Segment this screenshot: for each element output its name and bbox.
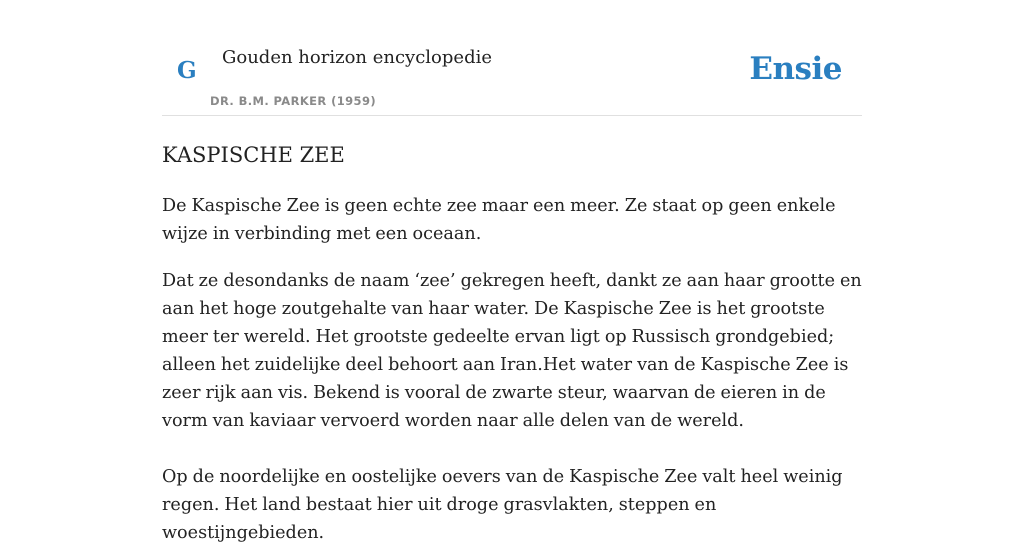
content-container bbox=[162, 0, 862, 543]
book-logo-icon[interactable]: G bbox=[177, 57, 197, 84]
ensie-logo[interactable]: Ensie bbox=[749, 51, 842, 87]
header bbox=[162, 0, 862, 116]
article-paragraph: Dat ze desondanks de naam ‘zee’ gekregen heeft, dankt ze aan haar grootte en aan het hoge zoutgehalte van haar water. De Kaspische Zee is het grootste meer ter wereld. Het grootste gedeelte ervan ligt op Russisch grondgebied; alleen het zuidelijke deel behoort aan Iran.Het water van de Kaspische Zee is zeer rijk aan vis. Bekend is vooral de zwarte steur, waarvan de eieren in de vorm van kaviaar vervoerd worden naar alle delen van de wereld. bbox=[162, 271, 862, 431]
book-title-link[interactable]: Gouden horizon encyclopedie bbox=[222, 47, 492, 68]
book-author: DR. B.M. PARKER (1959) bbox=[210, 94, 377, 108]
article-body bbox=[162, 192, 862, 547]
article-paragraph: De Kaspische Zee is geen echte zee maar een meer. Ze staat op geen enkele wijze in verbinding met een oceaan. bbox=[162, 196, 836, 244]
article-paragraph: Op de noordelijke en oostelijke oevers van de Kaspische Zee valt heel weinig regen. Het land bestaat hier uit droge grasvlakten, steppen en woestijngebieden. bbox=[162, 467, 843, 543]
article-title: KASPISCHE ZEE bbox=[162, 143, 345, 167]
